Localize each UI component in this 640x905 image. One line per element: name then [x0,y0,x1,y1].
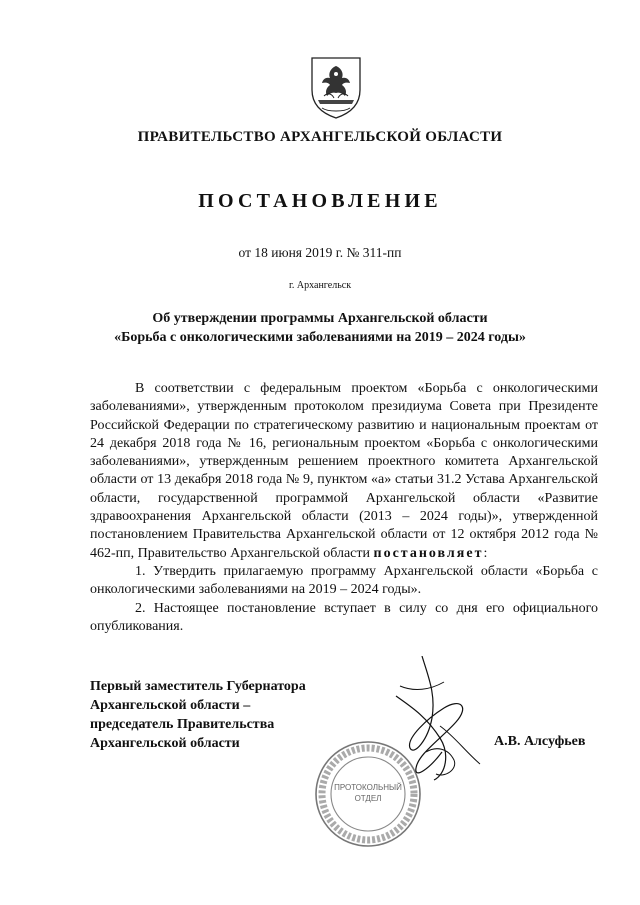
preamble-text: В соответствии с федеральным проектом «Борьба с онкологическими заболеваниями», утвержденным протоколом президиума Совета при Президенте Российской Федерации по стратегическому развитию и национальным проектам от 24 декабря 2018 года № 16, региональным проектом «Борьба с онкологическими заболеваниями», утвержденным решением проектного комитета Архангельской области от 13 декабря 2018 года № 9, пунктом «а» статьи 31.2 Устава Архангельской области, государственной программой Архангельской области «Развитие здравоохранения Архангельской области (2013 – 2024 годы)», утвержденной постановлением Правительства Архангельской области от 12 октября 2012 года № 462-пп, Правительство Архангельской области [90,381,598,561]
document-type: ПОСТАНОВЛЕНИЕ [198,190,442,212]
svg-text:ОТДЕЛ: ОТДЕЛ [354,794,382,803]
subject-line-2: «Борьба с онкологическими заболеваниями на 2019 – 2024 годы» [114,330,526,345]
signer-title [90,677,306,753]
signer-title-line-3: председатель Правительства [90,717,275,732]
signer-title-line-2: Архангельской области – [90,698,251,713]
document-city: г. Архангельск [288,280,352,291]
subject-line-1: Об утверждении программы Архангельской области [152,311,488,326]
signer-title-line-1: Первый заместитель Губернатора [90,679,306,694]
coat-of-arms-icon [306,54,366,120]
document-date-number: от 18 июня 2019 г. № 311-пп [238,245,402,260]
document-body [90,380,598,636]
signer-title-line-4: Архангельской области [90,736,240,751]
svg-text:ПРОТОКОЛЬНЫЙ: ПРОТОКОЛЬНЫЙ [334,783,402,792]
signer-name: А.В. Алсуфьев [494,734,586,749]
preamble-paragraph [90,380,598,563]
government-title: ПРАВИТЕЛЬСТВО АРХАНГЕЛЬСКОЙ ОБЛАСТИ [137,129,503,145]
document-subject [0,309,640,347]
resolves-word: постановляет [373,545,484,561]
resolves-colon: : [483,545,488,561]
resolution-item-1: 1. Утвердить прилагаемую программу Архангельской области «Борьба с онкологическими заболеваниями на 2019 – 2024 годы». [90,563,598,598]
handwritten-signature-icon [370,656,490,786]
resolution-item-2: 2. Настоящее постановление вступает в силу со дня его официального опубликования. [90,600,598,634]
